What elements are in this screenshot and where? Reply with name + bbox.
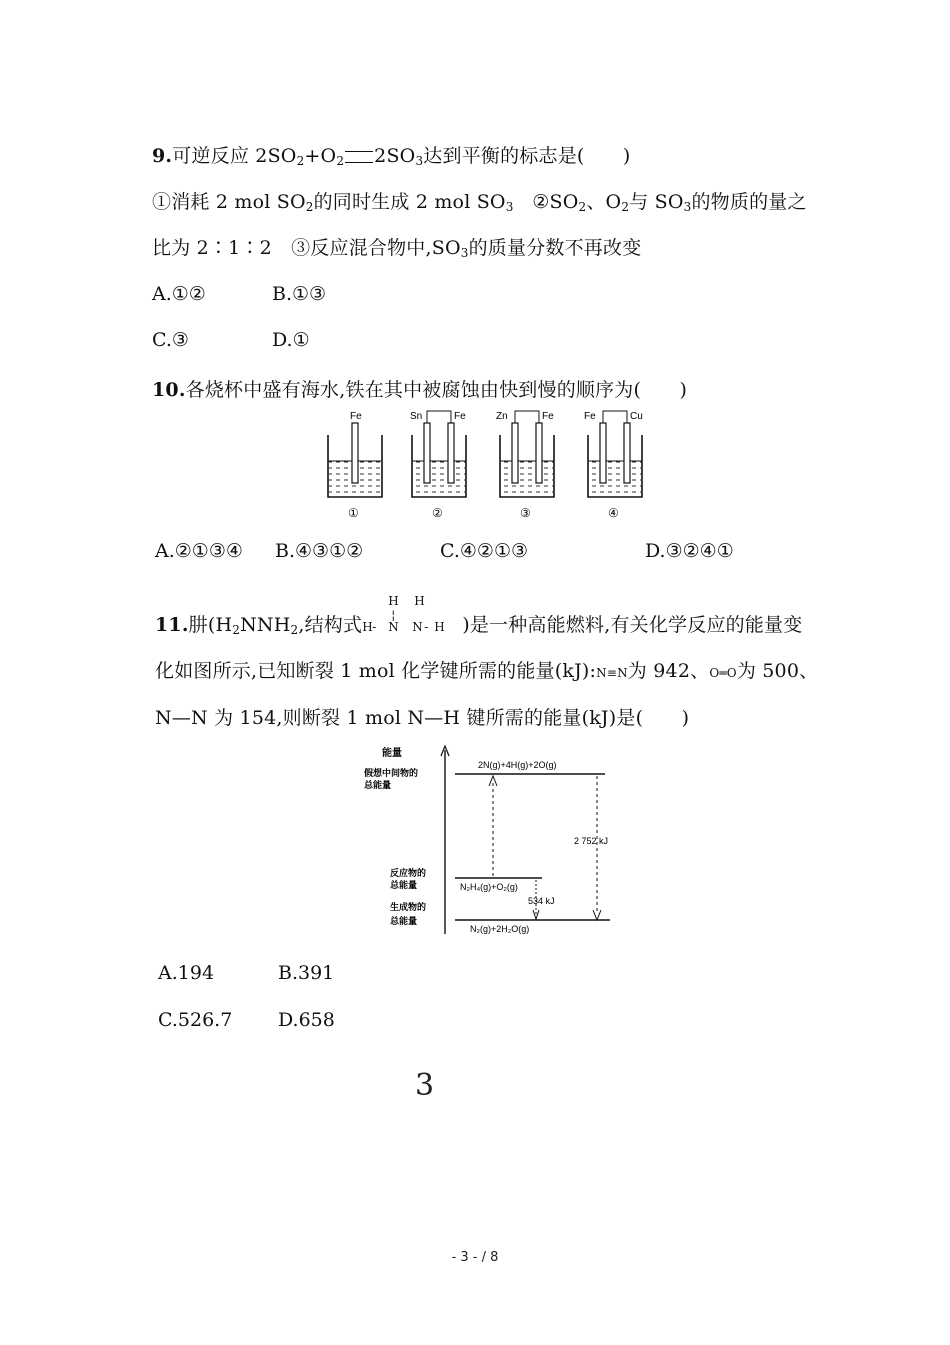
energy-axis-label: 能量 bbox=[382, 748, 402, 759]
hydrazine-structure: H - H ¦ N H N - H bbox=[362, 594, 445, 634]
q10-option-b[interactable]: B.④③①② bbox=[275, 540, 364, 562]
q9-option-c[interactable]: C.③ bbox=[152, 329, 189, 351]
beaker-3-label: ③ bbox=[520, 506, 531, 520]
q9-number: 9. bbox=[152, 145, 173, 167]
beaker-4-electrode-right: Cu bbox=[630, 411, 643, 422]
delta-total-label: 2 752 kJ bbox=[574, 836, 609, 846]
q11-line-2: 化如图所示,已知断裂 1 mol 化学键所需的能量(kJ):N≡N为 942、O═O为 500、 bbox=[155, 660, 819, 682]
q10-option-c[interactable]: C.④②①③ bbox=[440, 540, 529, 562]
beaker-2-label: ② bbox=[432, 506, 443, 520]
electrode-fe bbox=[352, 423, 358, 483]
q9-option-b[interactable]: B.①③ bbox=[272, 283, 327, 305]
equilibrium-arrow-icon bbox=[345, 151, 373, 163]
q11-option-d[interactable]: D.658 bbox=[278, 1009, 335, 1031]
delta-reaction-label: 534 kJ bbox=[528, 896, 555, 906]
q11-number: 11. bbox=[155, 614, 189, 636]
beaker-4 bbox=[584, 411, 643, 520]
page-number: - 3 - / 8 bbox=[451, 1250, 499, 1265]
q10-option-d[interactable]: D.③②④① bbox=[645, 540, 734, 562]
bond-n-triple-n: N≡N bbox=[596, 666, 628, 680]
beaker-3 bbox=[496, 411, 554, 520]
q9-condition-line: ①消耗 2 mol $SO_2$的同时生成 2 mol $SO_3$ $②SO_2$、$O_2$与 $SO_3$的物质的量之 bbox=[152, 191, 807, 214]
q9-stem: 9.可逆反应 $2SO_2+O_2$ $2SO_3$达到平衡的标志是( ) bbox=[152, 145, 631, 168]
beakers-figure bbox=[320, 405, 660, 525]
q11-option-b[interactable]: B.391 bbox=[278, 962, 335, 984]
q11-option-a[interactable]: A.194 bbox=[158, 962, 215, 984]
svg-text:总能量: 总能量 bbox=[364, 780, 392, 790]
top-species: 2N(g)+4H(g)+2O(g) bbox=[478, 760, 557, 770]
beaker-3-electrode-left: Zn bbox=[496, 411, 508, 422]
beaker-2 bbox=[410, 411, 466, 520]
q9-option-a[interactable]: A.①② bbox=[152, 283, 206, 305]
q9-option-d[interactable]: D.① bbox=[272, 329, 310, 351]
bot-species: N₂(g)+2H₂O(g) bbox=[470, 924, 530, 934]
q11-option-c[interactable]: C.526.7 bbox=[158, 1009, 233, 1031]
beaker-1-label: ① bbox=[348, 506, 359, 520]
svg-text:总能量: 总能量 bbox=[390, 880, 418, 890]
svg-text:假想中间物的: 假想中间物的 bbox=[364, 768, 419, 778]
beaker-4-label: ④ bbox=[608, 506, 619, 520]
energy-diagram bbox=[360, 742, 630, 942]
q10-option-a[interactable]: A.②①③④ bbox=[155, 540, 243, 562]
beaker-1 bbox=[328, 411, 382, 520]
beaker-2-electrode-left: Sn bbox=[410, 411, 423, 422]
bond-o-double-o: O═O bbox=[709, 666, 737, 680]
q9-condition-line-2: 比为 2∶1∶2 ③反应混合物中$,SO_3$的质量分数不再改变 bbox=[152, 237, 642, 260]
svg-text:生成物的: 生成物的 bbox=[390, 902, 427, 912]
q11-stem: 11.肼($H_2NNH_2$,结构式 H - H ¦ N H N - H )是一种高能燃料,有关化学反应的能量变 bbox=[155, 594, 803, 637]
beaker-4-electrode-left: Fe bbox=[584, 411, 596, 422]
beaker-2-electrode-right: Fe bbox=[454, 411, 466, 422]
q10-number: 10. bbox=[152, 379, 186, 401]
beaker-3-electrode-right: Fe bbox=[542, 411, 554, 422]
q10-stem: 10.各烧杯中盛有海水,铁在其中被腐蚀由快到慢的顺序为( ) bbox=[152, 379, 688, 401]
beaker-1-electrode: Fe bbox=[350, 411, 362, 422]
q11-line-3: N—N 为 154,则断裂 1 mol N—H 键所需的能量(kJ)是( ) bbox=[155, 707, 690, 729]
handwritten-mark: 3 bbox=[415, 1068, 435, 1103]
svg-text:反应物的: 反应物的 bbox=[390, 868, 427, 878]
mid-species: N₂H₄(g)+O₂(g) bbox=[460, 882, 518, 892]
svg-text:总能量: 总能量 bbox=[390, 916, 418, 926]
